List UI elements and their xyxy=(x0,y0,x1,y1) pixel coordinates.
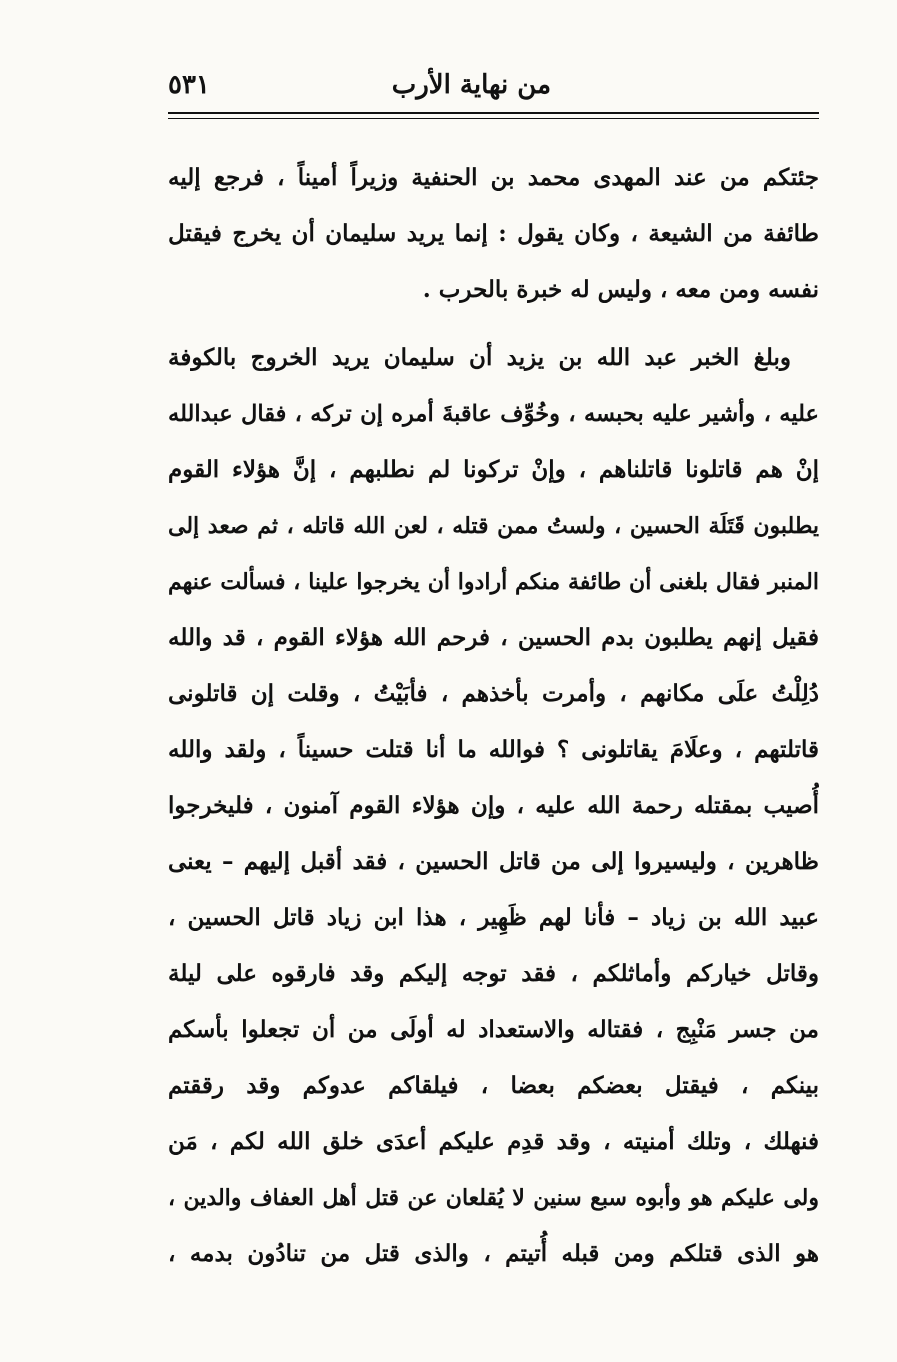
text-line: نفسه ومن معه ، وليس له خبرة بالحرب . xyxy=(422,276,819,303)
text-line: طائفة من الشيعة ، وكان يقول : إنما يريد سليمان أن يخرج فيقتل xyxy=(168,220,819,247)
text-line: هو الذى قتلكم ومن قبله أُتيتم ، والذى قتل من تنادُون بدمه ، xyxy=(168,1240,819,1267)
running-title: من نهاية الأرب xyxy=(391,70,551,100)
page-header xyxy=(168,66,819,106)
text-line: أُصيب بمقتله رحمة الله عليه ، وإن هؤلاء القوم آمنون ، فليخرجوا xyxy=(168,792,819,819)
text-line: فقيل إنهم يطلبون بدم الحسين ، فرحم الله هؤلاء القوم ، قد والله xyxy=(168,624,819,651)
text-line: بينكم ، فيقتل بعضكم بعضا ، فيلقاكم عدوكم وقد رققتم xyxy=(168,1072,819,1099)
header-rule-thin xyxy=(168,118,819,119)
paragraph-1 xyxy=(168,150,819,318)
text-line: ولى عليكم هو وأبوه سبع سنين لا يُقلعان عن قتل أهل العفاف والدين ، xyxy=(168,1185,819,1211)
text-line: يطلبون قَتَلَة الحسين ، ولستُ ممن قتله ، لعن الله قاتله ، ثم صعد إلى xyxy=(168,513,819,539)
paragraph-gap xyxy=(168,318,819,330)
text-line: عليه ، وأشير عليه بحبسه ، وخُوِّف عاقبةَ أمره إن تركه ، فقال عبدالله xyxy=(168,401,819,427)
body-text xyxy=(168,150,819,1282)
text-line: المنبر فقال بلغنى أن طائفة منكم أرادوا أن يخرجوا علينا ، فسألت عنهم xyxy=(168,569,819,595)
text-line: فنهلك ، وتلك أمنيته ، وقد قدِم عليكم أعدَى خلق الله لكم ، مَن xyxy=(168,1128,819,1155)
page-number: ٥٣١ xyxy=(168,70,210,100)
text-line: من جسر مَنْبِج ، فقتاله والاستعداد له أولَى من أن تجعلوا بأسكم xyxy=(168,1016,819,1043)
text-line: إنْ هم قاتلونا قاتلناهم ، وإنْ تركونا لم نطلبهم ، إنَّ هؤلاء القوم xyxy=(168,456,819,483)
text-line: قاتلتهم ، وعلَامَ يقاتلونى ؟ فوالله ما أنا قتلت حسيناً ، ولقد والله xyxy=(168,736,819,763)
text-line: دُلِلْتُ علَى مكانهم ، وأمرت بأخذهم ، فأبَيْتُ ، وقلت إن قاتلونى xyxy=(168,680,819,707)
text-line: وبلغ الخبر عبد الله بن يزيد أن سليمان يريد الخروج بالكوفة xyxy=(168,344,791,371)
paragraph-2 xyxy=(168,330,819,1282)
text-line: ظاهرين ، وليسيروا إلى من قاتل الحسين ، فقد أقبل إليهم – يعنى xyxy=(168,848,819,875)
header-rule-thick xyxy=(168,112,819,114)
text-line: وقاتل خياركم وأماثلكم ، فقد توجه إليكم وقد فارقوه على ليلة xyxy=(168,960,819,987)
text-line: عبيد الله بن زياد – فأنا لهم ظَهِير ، هذا ابن زياد قاتل الحسين ، xyxy=(168,904,819,931)
text-line: جئتكم من عند المهدى محمد بن الحنفية وزيراً أميناً ، فرجع إليه xyxy=(168,164,819,191)
